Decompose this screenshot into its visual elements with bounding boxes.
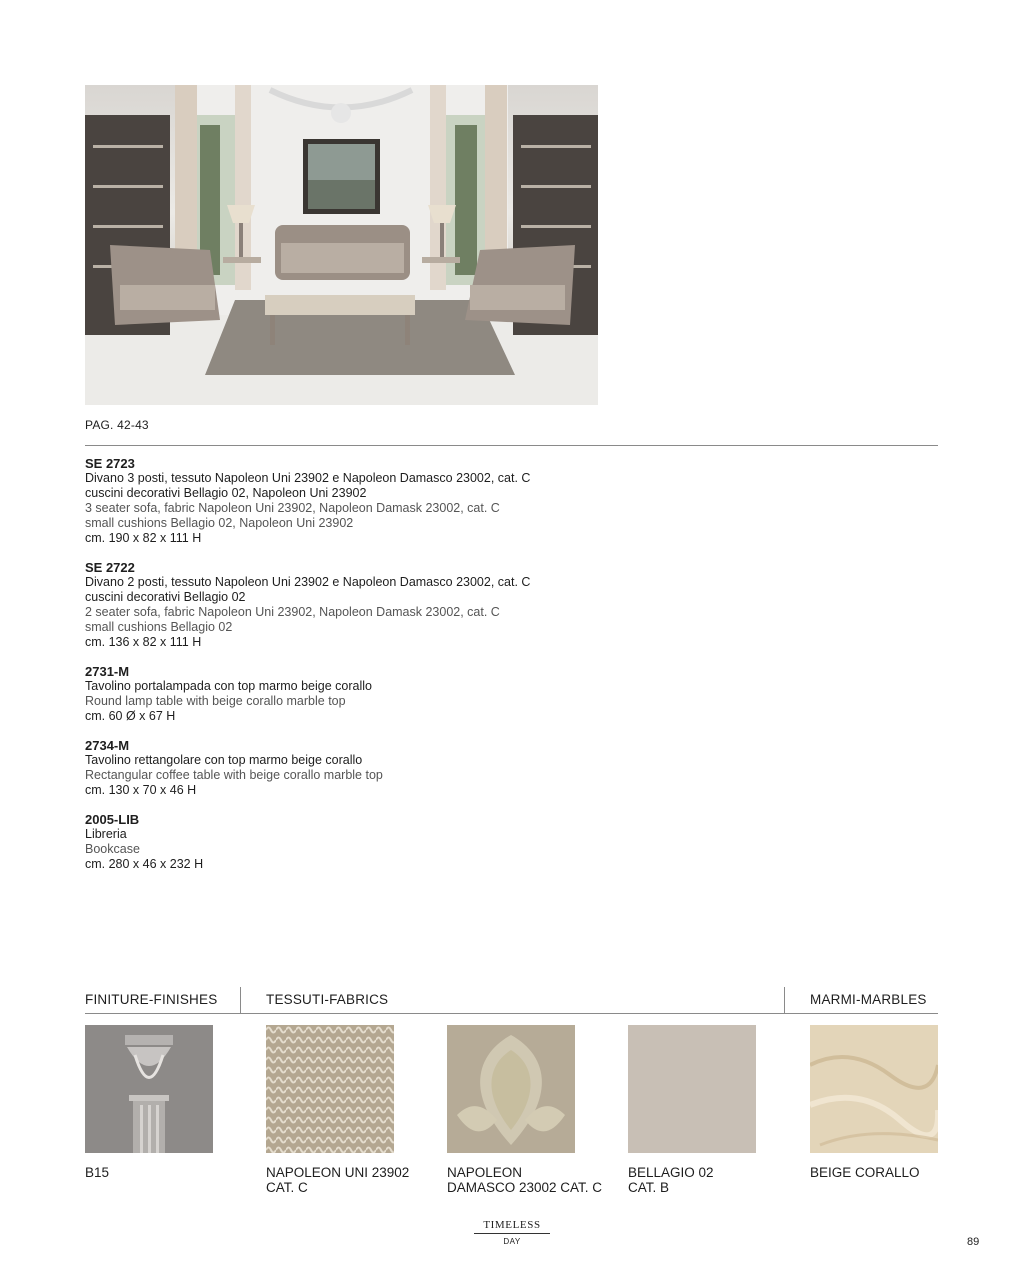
swatch-category: DAMASCO 23002 CAT. C — [447, 1180, 603, 1195]
product-description-it: Divano 3 posti, tessuto Napoleon Uni 23902 e Napoleon Damasco 23002, cat. C — [85, 471, 531, 485]
living-room-illustration — [85, 85, 598, 405]
swatch-label — [85, 1165, 109, 1180]
fabric-texture-image — [266, 1025, 394, 1153]
swatch-label — [266, 1165, 409, 1195]
product-dimensions: cm. 136 x 82 x 111 H — [85, 635, 202, 649]
swatch-name: B15 — [85, 1165, 110, 1180]
swatch-label — [810, 1165, 920, 1180]
product-dimensions: cm. 280 x 46 x 232 H — [85, 857, 204, 871]
product-description-en: 3 seater sofa, fabric Napoleon Uni 23902, Napoleon Damask 23002, cat. C — [85, 501, 500, 515]
product-item — [85, 664, 685, 724]
product-dimensions: cm. 130 x 70 x 46 H — [85, 783, 197, 797]
product-code: 2005-LIB — [85, 812, 140, 827]
brand-name: TIMELESS — [483, 1219, 541, 1231]
product-dimensions: cm. 190 x 82 x 111 H — [85, 531, 202, 545]
product-description-en: small cushions Bellagio 02 — [85, 620, 233, 634]
swatch-napoleon-damasco — [447, 1025, 575, 1153]
product-description-en: Rectangular coffee table with beige corallo marble top — [85, 768, 383, 782]
section-separator — [240, 987, 241, 1014]
swatch-category: CAT. C — [266, 1180, 308, 1195]
swatch-name: NAPOLEON UNI 23902 — [266, 1165, 410, 1180]
product-item — [85, 456, 685, 546]
product-description-en: 2 seater sofa, fabric Napoleon Uni 23902, Napoleon Damask 23002, cat. C — [85, 605, 500, 619]
swatch-beige-corallo — [810, 1025, 938, 1153]
product-code: 2734-M — [85, 738, 130, 753]
section-separator — [784, 987, 785, 1014]
swatch-name: BELLAGIO 02 — [628, 1165, 714, 1180]
swatch-b15 — [85, 1025, 213, 1153]
product-description-en: Bookcase — [85, 842, 140, 856]
swatch-napoleon-uni — [266, 1025, 394, 1153]
swatch-category: CAT. B — [628, 1180, 670, 1195]
product-item — [85, 560, 685, 650]
product-item — [85, 812, 685, 872]
product-description-it: Divano 2 posti, tessuto Napoleon Uni 23902 e Napoleon Damasco 23002, cat. C — [85, 575, 531, 589]
product-code: SE 2722 — [85, 560, 135, 575]
product-description-it: Tavolino portalampada con top marmo beige corallo — [85, 679, 372, 693]
fabrics-heading: TESSUTI-FABRICS — [266, 992, 389, 1007]
finishes-heading: FINITURE-FINISHES — [85, 992, 218, 1007]
product-item — [85, 738, 685, 798]
marble-texture-image — [810, 1025, 938, 1153]
page-number: 89 — [967, 1236, 980, 1248]
living-room-photo — [85, 85, 598, 405]
product-description-it: cuscini decorativi Bellagio 02, Napoleon Uni 23902 — [85, 486, 367, 500]
brand-subtitle: DAY — [503, 1237, 521, 1246]
carved-column-image — [85, 1025, 213, 1153]
product-description-it: cuscini decorativi Bellagio 02 — [85, 590, 246, 604]
damask-texture-image — [447, 1025, 575, 1153]
swatch-label — [628, 1165, 714, 1195]
product-description-it: Tavolino rettangolare con top marmo beige corallo — [85, 753, 363, 767]
divider-top — [85, 445, 938, 446]
product-dimensions: cm. 60 Ø x 67 H — [85, 709, 176, 723]
product-description-en: Round lamp table with beige corallo marble top — [85, 694, 346, 708]
brand-divider — [474, 1233, 550, 1234]
swatch-label — [447, 1165, 602, 1195]
product-code: SE 2723 — [85, 456, 135, 471]
product-description-it: Libreria — [85, 827, 127, 841]
product-description-en: small cushions Bellagio 02, Napoleon Uni 23902 — [85, 516, 354, 530]
swatch-name: BEIGE CORALLO — [810, 1165, 920, 1180]
page-reference: PAG. 42-43 — [85, 418, 149, 432]
brand-logo — [474, 1219, 550, 1246]
swatch-bellagio — [628, 1025, 756, 1153]
product-list — [85, 456, 685, 886]
marbles-heading: MARMI-MARBLES — [810, 992, 927, 1007]
swatch-name: NAPOLEON — [447, 1165, 523, 1180]
divider-sections — [85, 1013, 938, 1014]
product-code: 2731-M — [85, 664, 130, 679]
